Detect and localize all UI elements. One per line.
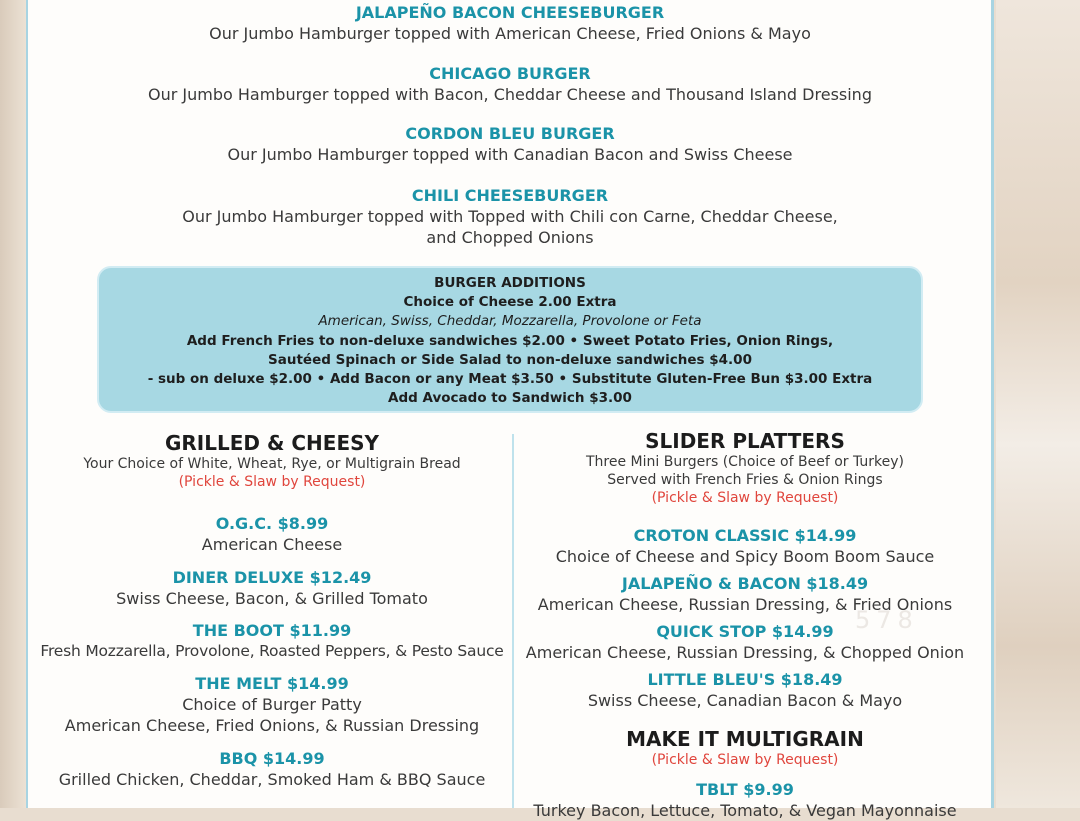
- item-name: CHICAGO BURGER: [429, 64, 591, 83]
- item-name: THE BOOT $11.99: [192, 621, 352, 640]
- section-note: (Pickle & Slaw by Request): [651, 490, 839, 506]
- section-subtitle: Served with French Fries & Onion Rings: [607, 472, 883, 488]
- additions-line: Sautéed Spinach or Side Salad to non-deluxe sandwiches $4.00: [268, 351, 752, 368]
- menu-item-ogc: [30, 513, 514, 555]
- item-description: American Cheese: [201, 535, 343, 554]
- item-name: THE MELT $14.99: [195, 674, 349, 693]
- section-subtitle: Three Mini Burgers (Choice of Beef or Turkey): [586, 454, 904, 470]
- item-name: O.G.C. $8.99: [215, 514, 329, 533]
- section-note: (Pickle & Slaw by Request): [651, 752, 839, 768]
- additions-line: Choice of Cheese 2.00 Extra: [403, 294, 617, 311]
- menu-item-little-bleus: [514, 669, 976, 711]
- item-name: DINER DELUXE $12.49: [172, 568, 372, 587]
- menu-item-the-melt: [30, 673, 514, 736]
- menu-item-chili-cheeseburger: [0, 186, 1020, 248]
- item-description: Our Jumbo Hamburger topped with American Cheese, Fried Onions & Mayo: [209, 24, 811, 43]
- item-name: CORDON BLEU BURGER: [405, 124, 615, 143]
- additions-line: Add Avocado to Sandwich $3.00: [388, 390, 632, 407]
- menu-item-cordon-bleu-burger: [0, 124, 1020, 165]
- menu-item-jalapeno-bacon-cheeseburger: [0, 3, 1020, 44]
- item-description: Grilled Chicken, Cheddar, Smoked Ham & BBQ Sauce: [58, 770, 486, 789]
- background-photo-right: [996, 0, 1080, 808]
- section-title: GRILLED & CHEESY: [164, 431, 379, 455]
- item-description: Choice of Cheese and Spicy Boom Boom Sauce: [555, 547, 935, 566]
- item-description: American Cheese, Fried Onions, & Russian Dressing: [64, 716, 480, 735]
- item-description: Turkey Bacon, Lettuce, Tomato, & Vegan Mayonnaise: [533, 801, 957, 820]
- burger-additions-title: BURGER ADDITIONS: [434, 275, 586, 291]
- item-name: BBQ $14.99: [219, 749, 325, 768]
- item-name: JALAPEÑO & BACON $18.49: [621, 574, 869, 593]
- section-subtitle: Your Choice of White, Wheat, Rye, or Multigrain Bread: [83, 456, 461, 472]
- item-name: JALAPEÑO BACON CHEESEBURGER: [355, 3, 665, 22]
- item-description: American Cheese, Russian Dressing, & Chopped Onion: [525, 643, 965, 662]
- item-name: TBLT $9.99: [696, 780, 794, 799]
- section-title: SLIDER PLATTERS: [645, 429, 845, 453]
- burger-additions-box: [97, 266, 923, 413]
- item-name: LITTLE BLEU'S $18.49: [647, 670, 843, 689]
- item-description: and Chopped Onions: [426, 228, 594, 247]
- item-description: Our Jumbo Hamburger topped with Bacon, Cheddar Cheese and Thousand Island Dressing: [148, 85, 872, 104]
- item-description: Our Jumbo Hamburger topped with Canadian Bacon and Swiss Cheese: [227, 145, 793, 164]
- menu-item-the-boot: [30, 620, 514, 662]
- slider-platters-header: [514, 429, 976, 507]
- section-title: MAKE IT MULTIGRAIN: [626, 727, 864, 751]
- additions-line: Add French Fries to non-deluxe sandwiches $2.00 • Sweet Potato Fries, Onion Rings,: [186, 332, 834, 349]
- additions-line: - sub on deluxe $2.00 • Add Bacon or any Meat $3.50 • Substitute Gluten-Free Bun $3.00 Extra: [147, 371, 873, 388]
- menu-item-chicago-burger: [0, 64, 1020, 105]
- item-name: CHILI CHEESEBURGER: [411, 186, 609, 205]
- item-description: Swiss Cheese, Canadian Bacon & Mayo: [587, 691, 903, 710]
- item-name: QUICK STOP $14.99: [656, 622, 834, 641]
- item-description: Our Jumbo Hamburger topped with Topped with Chili con Carne, Cheddar Cheese,: [182, 207, 838, 226]
- item-name: CROTON CLASSIC $14.99: [633, 526, 857, 545]
- item-description: Fresh Mozzarella, Provolone, Roasted Peppers, & Pesto Sauce: [40, 642, 504, 660]
- menu-item-bbq: [30, 748, 514, 790]
- section-note: (Pickle & Slaw by Request): [178, 474, 366, 490]
- item-description: American Cheese, Russian Dressing, & Fried Onions: [537, 595, 953, 614]
- menu-item-tblt: [514, 779, 976, 821]
- additions-line: American, Swiss, Cheddar, Mozzarella, Provolone or Feta: [318, 313, 702, 330]
- item-description: Choice of Burger Patty: [182, 695, 362, 714]
- menu-item-diner-deluxe: [30, 567, 514, 609]
- menu-item-croton-classic: [514, 525, 976, 567]
- make-it-multigrain-header: [514, 727, 976, 769]
- watermark: 578: [855, 606, 919, 634]
- item-description: Swiss Cheese, Bacon, & Grilled Tomato: [116, 589, 428, 608]
- grilled-cheesy-header: [30, 431, 514, 491]
